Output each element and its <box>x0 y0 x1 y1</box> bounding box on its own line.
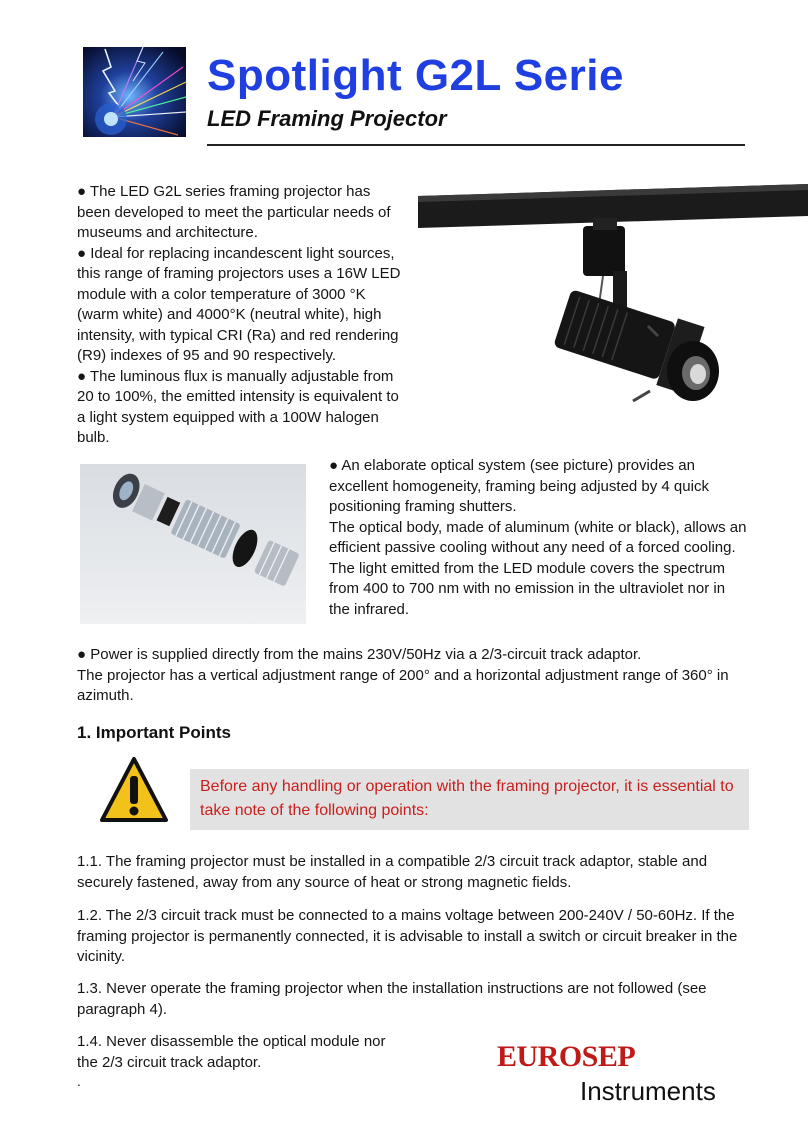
point-item: 1.1. The framing projector must be installed in a compatible 2/3 circuit track adaptor, stable and securely fastened, away from any source of heat or strong magnetic fields. <box>77 853 708 891</box>
optics-text-block <box>329 456 749 620</box>
intro-paragraph: ● The luminous flux is manually adjustable from 20 to 100%, the emitted intensity is equivalent to a light system equipped with a 100W halogen bulb. <box>77 367 399 446</box>
point-item: 1.2. The 2/3 circuit track must be connected to a mains voltage between 200-240V / 50-60Hz. If the framing projector is permanently connected, it is advisable to install a switch or circuit breaker in the vicinity. <box>77 907 738 965</box>
warning-callout <box>190 769 749 830</box>
page-subtitle: LED Framing Projector <box>207 106 447 131</box>
logo-subtitle: Instruments <box>580 1076 716 1106</box>
point-item: 1.3. Never operate the framing projector when the installation instructions are not followed (see paragraph 4). <box>77 980 707 1018</box>
power-text-block <box>77 645 757 707</box>
intro-paragraph: ● The LED G2L series framing projector has been developed to meet the particular needs of museums and architecture. <box>77 183 391 241</box>
warning-triangle-icon <box>99 756 169 824</box>
eurosep-logo: EUROSEP <box>497 1040 636 1073</box>
optics-paragraph: ● An elaborate optical system (see picture) provides an excellent homogeneity, framing being adjusted by 4 quick positioning framing shutters. <box>329 457 709 515</box>
header-fiber-optic-image <box>83 47 186 137</box>
power-paragraph: The projector has a vertical adjustment range of 200° and a horizontal adjustment range of 360° in azimuth. <box>77 666 729 704</box>
intro-text-block <box>77 182 407 449</box>
optical-system-exploded-photo <box>80 464 306 624</box>
point-item: 1.4. Never disassemble the optical module nor the 2/3 circuit track adaptor. <box>77 1033 386 1071</box>
header-divider <box>207 144 745 146</box>
page-title: Spotlight G2L Serie <box>207 51 624 100</box>
trailing-dot: . <box>77 1073 81 1089</box>
section-heading: 1. Important Points <box>77 723 231 742</box>
warning-text: Before any handling or operation with the framing projector, it is essential to take note of the following points: <box>200 778 734 819</box>
projector-product-photo <box>418 176 808 446</box>
optics-paragraph: The optical body, made of aluminum (white or black), allows an efficient passive cooling without any need of a forced cooling. <box>329 518 747 556</box>
intro-paragraph: ● Ideal for replacing incandescent light sources, this range of framing projectors uses a 16W LED module with a color temperature of 3000 °K (warm white) and 4000°K (neutral white), high intensity, with typical CRI (Ra) and red rendering (R9) indexes of 95 and 90 respectively. <box>77 244 401 364</box>
optics-paragraph: The light emitted from the LED module covers the spectrum from 400 to 700 nm with no emission in the ultraviolet nor in the infrared. <box>329 559 726 618</box>
power-paragraph: ● Power is supplied directly from the mains 230V/50Hz via a 2/3-circuit track adaptor. <box>77 646 642 663</box>
